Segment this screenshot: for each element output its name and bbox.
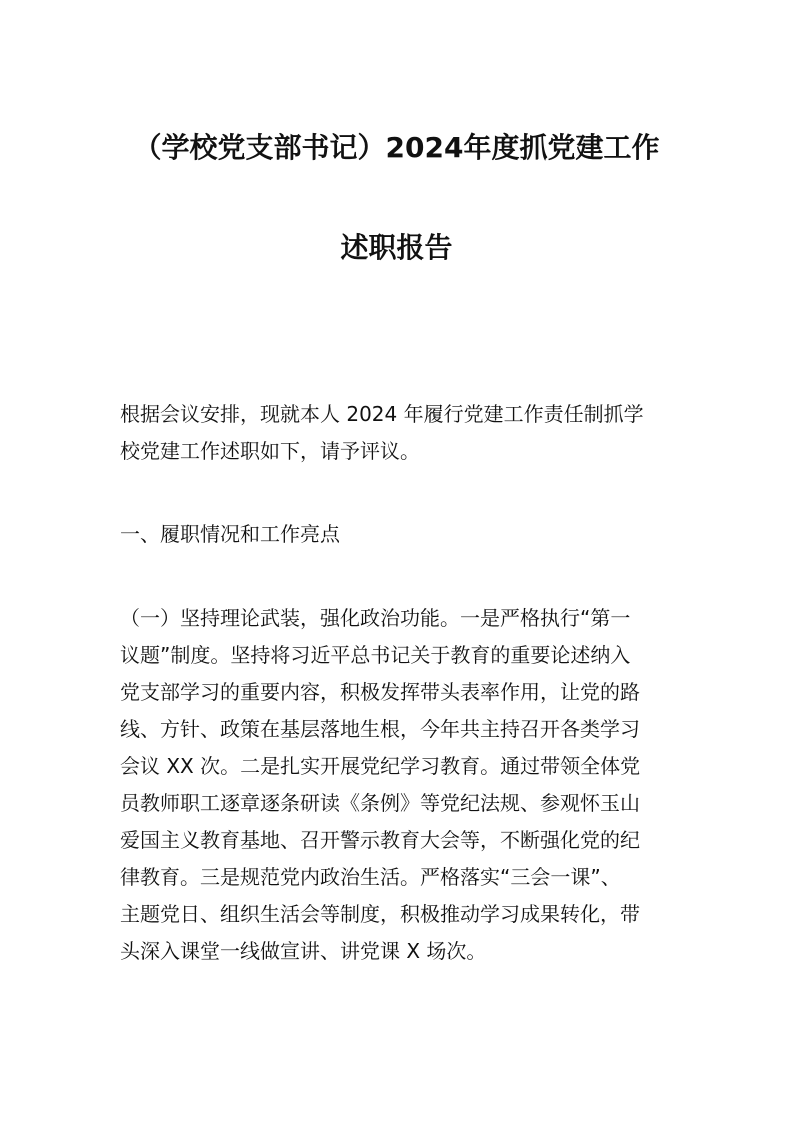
section-heading xyxy=(120,516,676,553)
intro-line: 根据会议安排，现就本人 2024 年履行党建工作责任制抓学 xyxy=(120,402,644,426)
body-line: 线、方针、政策在基层落地生根，今年共主持召开各类学习 xyxy=(120,717,640,741)
body-line: （一）坚持理论武装，强化政治功能。一是严格执行“第一 xyxy=(120,606,631,630)
document-title-line-2: 述职报告 xyxy=(340,231,453,264)
intro-paragraph xyxy=(120,396,676,470)
intro-line: 校党建工作述职如下，请予评议。 xyxy=(120,439,420,463)
body-line: 律教育。三是规范党内政治生活。严格落实“三会一课”、 xyxy=(120,865,621,889)
body-line: 主题党日、组织生活会等制度，积极推动学习成果转化，带 xyxy=(120,902,640,926)
document-title-line-1: （学校党支部书记）2024年度抓党建工作 xyxy=(133,131,660,164)
body-line: 爱国主义教育基地、召开警示教育大会等，不断强化党的纪 xyxy=(120,828,640,852)
body-paragraph xyxy=(120,600,676,970)
section-heading-text: 一、履职情况和工作亮点 xyxy=(120,522,340,546)
body-line: 员教师职工逐章逐条研读《条例》等党纪法规、参观怀玉山 xyxy=(120,791,640,815)
body-line: 头深入课堂一线做宣讲、讲党课 X 场次。 xyxy=(120,939,487,963)
body-line: 议题”制度。坚持将习近平总书记关于教育的重要论述纳入 xyxy=(120,643,631,667)
body-line: 党支部学习的重要内容，积极发挥带头表率作用，让党的路 xyxy=(120,680,640,704)
body-line: 会议 XX 次。二是扎实开展党纪学习教育。通过带领全体党 xyxy=(120,754,641,778)
